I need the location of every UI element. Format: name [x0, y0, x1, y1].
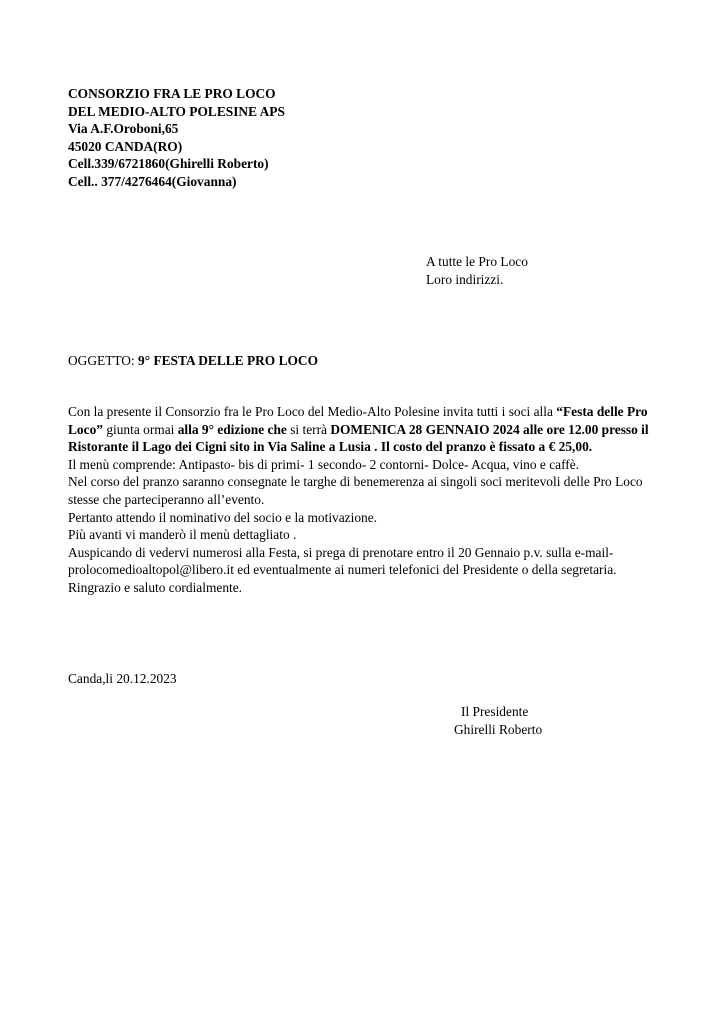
sender-address: Via A.F.Oroboni,65: [68, 121, 179, 137]
event-name: “Festa delle Pro Loco”: [68, 404, 648, 437]
sender-phone-1: Cell.339/6721860(Ghirelli Roberto): [68, 156, 269, 172]
subject-line: [68, 352, 318, 370]
signature-name: Ghirelli Roberto: [454, 721, 543, 737]
sender-org-line-2: DEL MEDIO-ALTO POLESINE APS: [68, 103, 285, 119]
booking-paragraph: Auspicando di vedervi numerosi alla Festa, si prega di prenotare entro il 20 Gennaio p.v. sulla e-mail-prolocomedioaltopol@libero.it ed eventualmente ai numeri telefonici del Presidente o della segretaria.: [68, 544, 617, 578]
closing-line: Ringrazio e saluto cordialmente.: [68, 579, 243, 595]
sender-postal-code: 45020 CANDA(RO): [68, 138, 183, 154]
subject-text: 9° FESTA DELLE PRO LOCO: [138, 353, 319, 368]
menu-line: Il menù comprende: Antipasto- bis di primi- 1 secondo- 2 contorni- Dolce- Acqua, vino e caffè.: [68, 456, 580, 472]
recipient-line-1: A tutte le Pro Loco: [426, 254, 528, 269]
invitation-text-2: giunta ormai: [102, 421, 178, 437]
invitation-text-3: si terrà: [286, 421, 331, 437]
invitation-text-1: Con la presente il Consorzio fra le Pro Loco del Medio-Alto Polesine invita tutti i soci alla: [68, 404, 557, 419]
recipient-line-2: Loro indirizzi.: [426, 271, 504, 287]
sender-org-line-1: CONSORZIO FRA LE PRO LOCO: [68, 86, 276, 101]
plaques-paragraph: Nel corso del pranzo saranno consegnate le targhe di benemerenza ai singoli soci meritevoli delle Pro Loco stesse che parteciperanno all’evento.: [68, 474, 643, 507]
later-line: Più avanti vi manderò il menù dettagliato .: [68, 527, 297, 543]
letter-date: Canda,li 20.12.2023: [68, 671, 177, 686]
recipient-block: [426, 253, 528, 288]
subject-label: OGGETTO:: [68, 353, 139, 368]
sender-block: [68, 85, 285, 191]
signature-block: [454, 703, 542, 738]
invitation-paragraph: [68, 403, 656, 456]
edition-text: alla 9° edizione che: [177, 421, 287, 437]
nominee-line: Pertanto attendo il nominativo del socio e la motivazione.: [68, 509, 378, 525]
signature-role: Il Presidente: [461, 704, 529, 719]
sender-phone-2: Cell.. 377/4276464(Giovanna): [68, 173, 237, 189]
event-details: DOMENICA 28 GENNAIO 2024 alle ore 12.00 presso il Ristorante il Lago dei Cigni sito in Via Saline a Lusia . Il costo del pranzo è fissato a € 25,00.: [68, 421, 649, 455]
letter-body: [68, 403, 656, 597]
